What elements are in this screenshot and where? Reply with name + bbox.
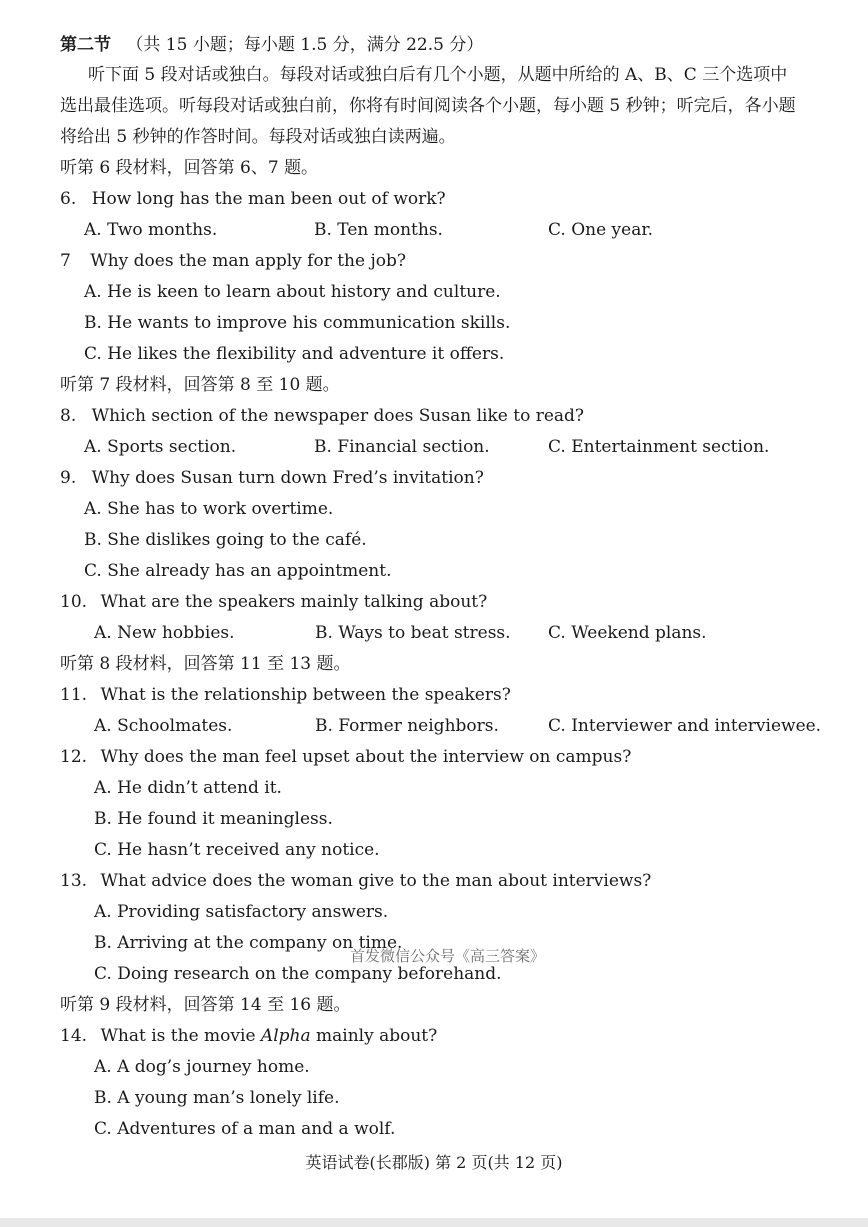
question-number: 12. (60, 747, 88, 767)
question-number: 6. (60, 189, 77, 209)
option-b: B. Former neighbors. (315, 716, 499, 736)
question-number: 14. (60, 1026, 88, 1046)
question-10 (60, 591, 487, 613)
instruction-line-3: 将给出 5 秒钟的作答时间。每段对话或独白读两遍。 (60, 127, 456, 147)
question-text-part: What is the movie (100, 1026, 261, 1046)
option-b: B. Ways to beat stress. (315, 623, 511, 643)
option-b: B. He found it meaningless. (94, 809, 333, 829)
option-a: A. He didn’t attend it. (94, 778, 282, 798)
question-text: Which section of the newspaper does Susan like to read? (91, 406, 585, 426)
option-a: A. Sports section. (84, 437, 237, 457)
question-8 (60, 405, 584, 427)
option-c: C. He hasn’t received any notice. (94, 840, 380, 860)
option-b: B. Arriving at the company on time. (94, 933, 403, 953)
question-text: What advice does the woman give to the man about interviews? (100, 871, 652, 891)
question-11 (60, 684, 511, 706)
group-label: 听第 7 段材料，回答第 8 至 10 题。 (60, 375, 340, 395)
question-12 (60, 746, 631, 768)
section-info: （共 15 小题；每小题 1.5 分，满分 22.5 分） (126, 35, 484, 55)
question-7 (60, 250, 406, 272)
option-c: C. Weekend plans. (548, 623, 707, 643)
group-label: 听第 6 段材料，回答第 6、7 题。 (60, 158, 319, 178)
option-b: B. A young man’s lonely life. (94, 1088, 340, 1108)
option-a: A. Two months. (84, 220, 218, 240)
question-number: 10. (60, 592, 88, 612)
option-c: C. Adventures of a man and a wolf. (94, 1119, 396, 1139)
option-c: C. He likes the flexibility and adventure it offers. (84, 344, 505, 364)
watermark-text: 首发微信公众号《高三答案》 (350, 947, 546, 965)
question-text: Why does the man apply for the job? (90, 251, 406, 271)
option-a: A. A dog’s journey home. (94, 1057, 310, 1077)
question-text-part: mainly about? (310, 1026, 438, 1046)
option-c: C. She already has an appointment. (84, 561, 392, 581)
section-title: 第二节 (60, 35, 111, 55)
question-text (100, 1026, 437, 1046)
question-text: What is the relationship between the speakers? (100, 685, 511, 705)
question-number: 13. (60, 871, 88, 891)
instruction-line-1: 听下面 5 段对话或独白。每段对话或独白后有几个小题，从题中所给的 A、B、C 三个选项中 (88, 65, 788, 85)
question-6 (60, 188, 446, 210)
option-b: B. He wants to improve his communication skills. (84, 313, 511, 333)
group-label: 听第 8 段材料，回答第 11 至 13 题。 (60, 654, 351, 674)
option-b: B. Ten months. (314, 220, 443, 240)
option-a: A. He is keen to learn about history and culture. (84, 282, 501, 302)
movie-title: Alpha (260, 1026, 311, 1046)
question-number: 8. (60, 406, 77, 426)
question-text: Why does Susan turn down Fred’s invitation? (91, 468, 484, 488)
option-a: A. New hobbies. (94, 623, 235, 643)
option-a: A. Providing satisfactory answers. (94, 902, 389, 922)
page-footer: 英语试卷(长郡版) 第 2 页(共 12 页) (305, 1153, 563, 1172)
question-number: 9. (60, 468, 77, 488)
question-number: 11. (60, 685, 88, 705)
instruction-line-2: 选出最佳选项。听每段对话或独白前，你将有时间阅读各个小题，每小题 5 秒钟；听完后，各小题 (60, 96, 796, 116)
question-text: Why does the man feel upset about the interview on campus? (100, 747, 632, 767)
option-c: C. Interviewer and interviewee. (548, 716, 822, 736)
question-9 (60, 467, 484, 489)
option-c: C. Doing research on the company beforehand. (94, 964, 502, 984)
question-number: 7 (60, 251, 71, 271)
option-c: C. One year. (548, 220, 654, 240)
scan-edge (0, 1218, 868, 1227)
question-text: What are the speakers mainly talking about? (100, 592, 488, 612)
option-b: B. She dislikes going to the café. (84, 530, 367, 550)
option-c: C. Entertainment section. (548, 437, 770, 457)
question-text: How long has the man been out of work? (91, 189, 446, 209)
question-14 (60, 1025, 437, 1047)
option-a: A. She has to work overtime. (84, 499, 334, 519)
group-label: 听第 9 段材料，回答第 14 至 16 题。 (60, 995, 351, 1015)
option-b: B. Financial section. (314, 437, 490, 457)
option-a: A. Schoolmates. (94, 716, 233, 736)
section-header (60, 34, 483, 56)
question-13 (60, 870, 651, 892)
